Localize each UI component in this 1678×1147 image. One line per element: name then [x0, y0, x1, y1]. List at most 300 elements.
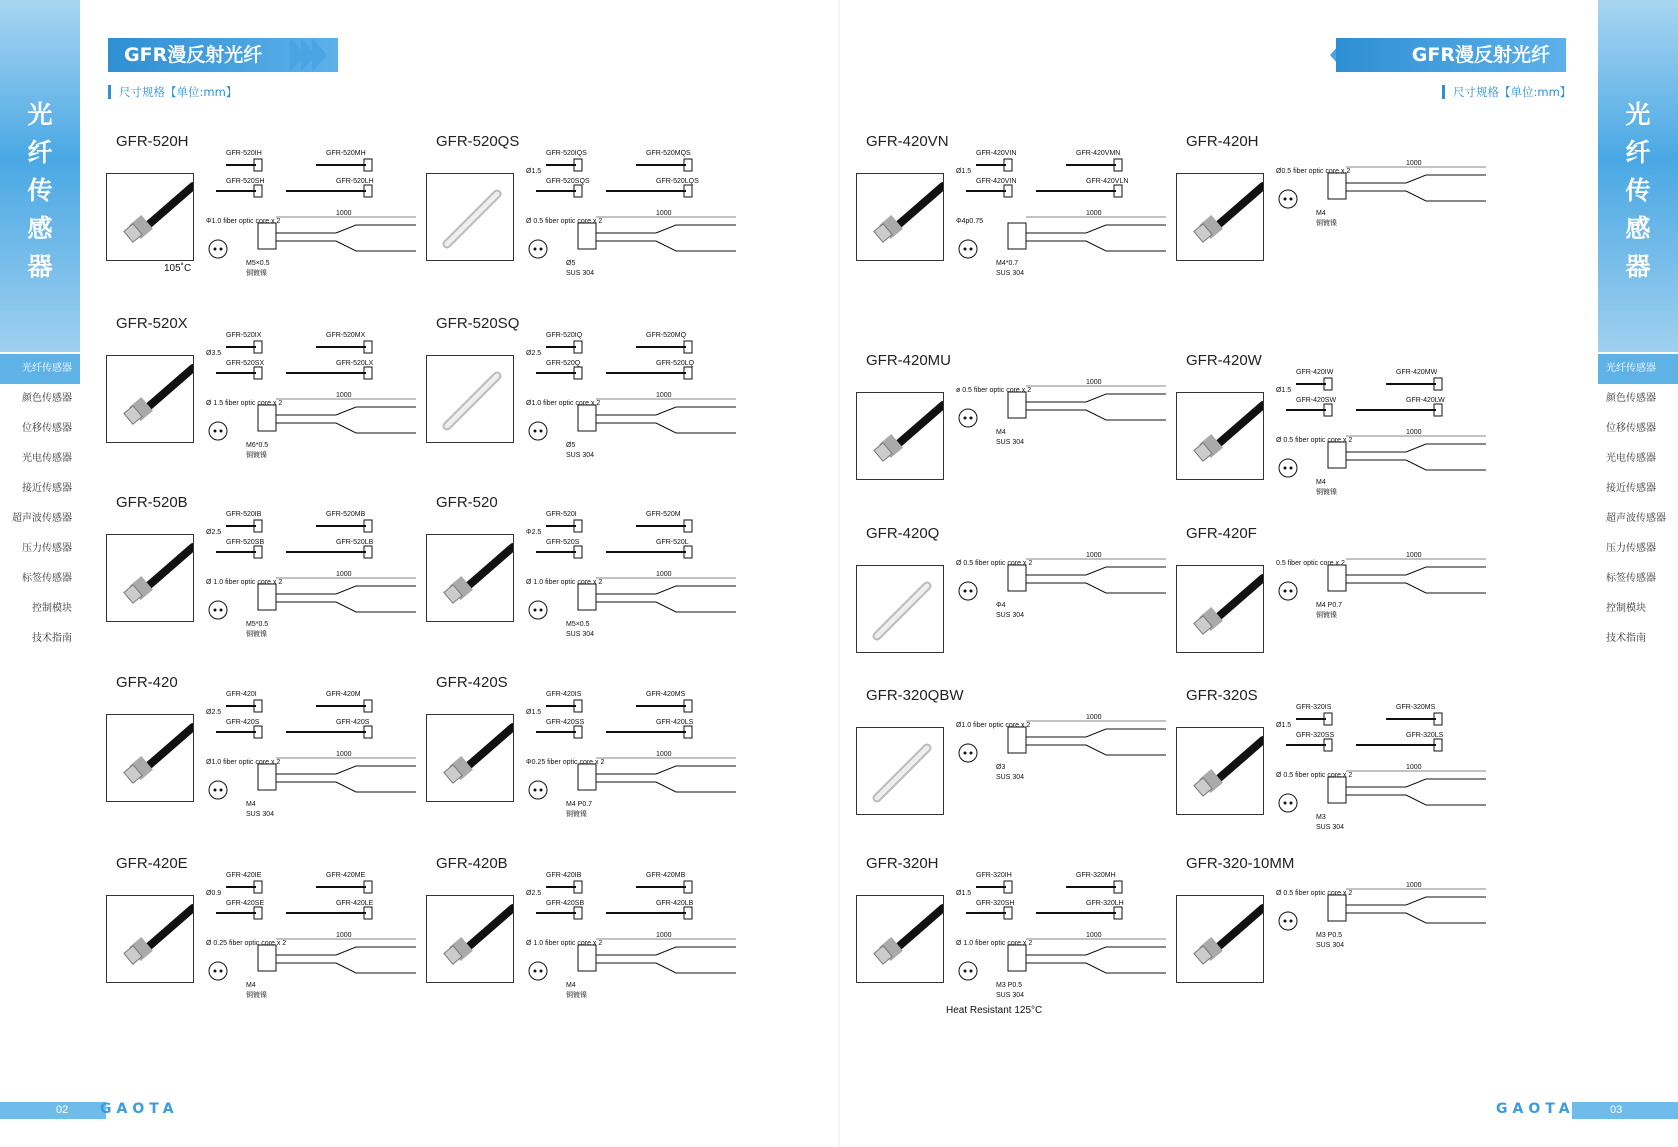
model-label: GFR-320MS	[1396, 704, 1436, 711]
length-label: 1000	[656, 571, 672, 578]
model-label: GFR-320IS	[1296, 704, 1332, 711]
temperature-label: 105˚C	[164, 263, 192, 274]
sensor-photo-icon	[427, 715, 514, 802]
product-photo	[1176, 173, 1264, 261]
product-name: GFR-520	[436, 494, 498, 511]
fiber-label: Ø 1.0 fiber optic core x 2	[206, 579, 283, 586]
sensor-photo-icon	[107, 535, 194, 622]
product-photo	[1176, 565, 1264, 653]
fiber-core-icon	[529, 240, 547, 258]
fiber-label: Ø 0.25 fiber optic core x 2	[206, 940, 287, 947]
model-label: GFR-520IH	[226, 150, 262, 157]
sidebar-title	[1598, 96, 1678, 286]
material-label: 铜镀镍	[246, 270, 267, 277]
length-label: 1000	[336, 210, 352, 217]
dimension-drawing	[526, 506, 746, 676]
sensor-photo-icon	[857, 566, 944, 653]
model-label: GFR-420MB	[646, 872, 686, 879]
sensor-head-outline	[1008, 223, 1026, 249]
fiber-core-icon	[1279, 582, 1297, 600]
model-label: GFR-520IX	[226, 332, 262, 339]
fiber-label: Ø1.0 fiber optic core x 2	[956, 722, 1031, 729]
dimension-drawing	[956, 145, 1176, 315]
model-label: GFR-420VLN	[1086, 178, 1129, 185]
product-card	[856, 133, 1176, 323]
diameter-label: Ø1.5	[956, 890, 972, 897]
sidebar-title-char: 传	[1625, 176, 1651, 205]
model-label: GFR-520SB	[226, 539, 265, 546]
sidebar-item[interactable]: 技术指南	[1606, 633, 1646, 644]
model-label: GFR-520MB	[326, 511, 366, 518]
fiber-label: Ø 0.5 fiber optic core x 2	[1276, 437, 1353, 444]
thread-label: M4	[566, 982, 576, 989]
fiber-label: Ø1.0 fiber optic core x 2	[526, 400, 601, 407]
sidebar-item[interactable]: 压力传感器	[22, 543, 72, 554]
fiber-label: Ø 0.5 fiber optic core x 2	[956, 560, 1033, 567]
model-label: GFR-420LE	[336, 900, 374, 907]
thread-label: M6*0.5	[246, 442, 269, 449]
product-card	[856, 352, 1176, 542]
sidebar-title-char: 传	[27, 176, 53, 205]
model-label: GFR-520I	[546, 511, 577, 518]
length-label: 1000	[1406, 552, 1422, 559]
diameter-label: Ø1.5	[956, 168, 972, 175]
fiber-core-icon	[959, 240, 977, 258]
product-card	[1176, 687, 1496, 877]
page-divider	[838, 0, 840, 1147]
material-label: 铜镀镍	[246, 992, 267, 999]
model-label: GFR-520S	[546, 539, 580, 546]
product-photo	[106, 355, 194, 443]
fiber-label: Ø 1.0 fiber optic core x 2	[526, 579, 603, 586]
product-name: GFR-420E	[116, 855, 188, 872]
product-card	[426, 674, 746, 864]
thread-label: M4*0.7	[996, 260, 1019, 267]
sidebar-nav	[1598, 354, 1678, 654]
fiber-label: ø 0.5 fiber optic core x 2	[956, 387, 1032, 394]
sidebar-item[interactable]: 技术指南	[32, 633, 72, 644]
material-label: 铜镀镍	[1316, 220, 1337, 227]
material-label: SUS 304	[996, 992, 1025, 999]
model-label: GFR-520M	[646, 511, 681, 518]
fiber-core-icon	[209, 422, 227, 440]
dimension-drawing	[526, 327, 746, 497]
thread-label: Ø5	[566, 442, 576, 449]
dimension-drawing	[1276, 364, 1496, 534]
dimension-drawing	[206, 145, 426, 315]
fiber-label: Ø1.0 fiber optic core x 2	[206, 759, 281, 766]
sidebar-item[interactable]: 光电传感器	[22, 453, 72, 464]
model-label: GFR-520Q	[546, 360, 581, 367]
length-label: 1000	[336, 751, 352, 758]
temperature-label: Heat Resistant 125°C	[946, 1005, 1043, 1016]
fiber-core-icon	[959, 582, 977, 600]
sensor-photo-icon	[107, 715, 194, 802]
sensor-photo-icon	[427, 356, 514, 443]
sensor-photo-icon	[857, 393, 944, 480]
length-label: 1000	[656, 392, 672, 399]
sidebar-item[interactable]: 超声波传感器	[12, 513, 72, 524]
diameter-label: Ø0.9	[206, 890, 222, 897]
model-label: GFR-520MX	[326, 332, 366, 339]
sidebar-title-char: 感	[27, 214, 53, 243]
spec-label-right	[1442, 85, 1571, 99]
sidebar-item[interactable]: 控制模块	[1606, 603, 1646, 614]
sensor-photo-icon	[1177, 728, 1264, 815]
fiber-label: Ø 1.0 fiber optic core x 2	[526, 940, 603, 947]
drawing-svg	[956, 145, 1176, 315]
material-label: SUS 304	[566, 452, 595, 459]
diameter-label: Ø1.5	[526, 709, 542, 716]
material-label: 铜镀镍	[246, 452, 267, 459]
model-label: GFR-520LX	[336, 360, 374, 367]
drawing-svg	[526, 867, 746, 1037]
product-name: GFR-520B	[116, 494, 188, 511]
model-label: GFR-420LS	[656, 719, 694, 726]
material-label: SUS 304	[1316, 824, 1345, 831]
product-name: GFR-320QBW	[866, 687, 964, 704]
product-card	[426, 855, 746, 1045]
diameter-label: Ø1.5	[1276, 387, 1292, 394]
sensor-head-outline	[1008, 727, 1026, 753]
sensor-head-outline	[578, 764, 596, 790]
product-photo	[426, 173, 514, 261]
fiber-label: Ø 0.5 fiber optic core x 2	[1276, 890, 1353, 897]
fiber-label: Ø 0.5 fiber optic core x 2	[526, 218, 603, 225]
drawing-svg	[956, 537, 1176, 707]
product-photo	[426, 895, 514, 983]
thread-label: M4	[1316, 210, 1326, 217]
drawing-svg	[956, 364, 1176, 534]
sidebar-item[interactable]: 位移传感器	[1606, 423, 1656, 434]
model-label: GFR-320IH	[976, 872, 1012, 879]
sensor-head-outline	[258, 945, 276, 971]
product-name: GFR-420Q	[866, 525, 940, 542]
thread-label: Ø5	[566, 260, 576, 267]
spec-label-left	[108, 85, 237, 99]
dimension-drawing	[956, 537, 1176, 707]
footer-bar-right	[1572, 1102, 1678, 1119]
sensor-head-outline	[1008, 392, 1026, 418]
model-label: GFR-420IE	[226, 872, 262, 879]
drawing-svg	[1276, 699, 1496, 869]
sensor-photo-icon	[857, 896, 944, 983]
thread-label: M4	[246, 982, 256, 989]
fiber-core-icon	[529, 781, 547, 799]
product-photo	[856, 173, 944, 261]
fiber-core-icon	[1279, 190, 1297, 208]
sidebar-item[interactable]: 光纤传感器	[1598, 354, 1678, 384]
model-label: GFR-420IS	[546, 691, 582, 698]
product-photo	[856, 727, 944, 815]
length-label: 1000	[336, 392, 352, 399]
diameter-label: Ø2.5	[526, 350, 542, 357]
drawing-svg	[526, 506, 746, 676]
dimension-drawing	[526, 145, 746, 315]
sidebar-item[interactable]: 控制模块	[32, 603, 72, 614]
model-label: GFR-520LH	[336, 178, 374, 185]
sidebar-item[interactable]: 标签传感器	[1606, 573, 1656, 584]
model-label: GFR-520MQS	[646, 150, 691, 157]
footer-bar-left	[0, 1102, 106, 1119]
drawing-svg	[526, 686, 746, 856]
model-label: GFR-420SE	[226, 900, 265, 907]
sensor-head-outline	[1328, 565, 1346, 591]
product-photo	[1176, 895, 1264, 983]
material-label: SUS 304	[996, 270, 1025, 277]
sidebar-item[interactable]: 颜色传感器	[22, 393, 72, 404]
product-name: GFR-520QS	[436, 133, 520, 150]
product-photo	[426, 355, 514, 443]
dimension-drawing	[956, 364, 1176, 534]
model-label: GFR-520SX	[226, 360, 265, 367]
product-photo	[106, 173, 194, 261]
product-card	[856, 687, 1176, 877]
length-label: 1000	[1086, 210, 1102, 217]
spec-text: 尺寸规格【单位:mm】	[119, 85, 238, 99]
sidebar-title-char: 光	[27, 100, 53, 129]
material-label: SUS 304	[996, 774, 1025, 781]
product-photo	[426, 534, 514, 622]
product-card	[1176, 855, 1496, 1045]
length-label: 1000	[1086, 714, 1102, 721]
page-title-left: GFR漫反射光纤	[108, 38, 338, 72]
model-label: GFR-320SH	[976, 900, 1015, 907]
product-name: GFR-420H	[1186, 133, 1259, 150]
sensor-photo-icon	[1177, 566, 1264, 653]
left-sidebar	[0, 0, 80, 1147]
fiber-core-icon	[1279, 912, 1297, 930]
model-label: GFR-520SQS	[546, 178, 590, 185]
product-name: GFR-520H	[116, 133, 189, 150]
sensor-photo-icon	[1177, 393, 1264, 480]
thread-label: M4	[996, 429, 1006, 436]
dimension-drawing	[1276, 699, 1496, 869]
sidebar-item[interactable]: 光电传感器	[1606, 453, 1656, 464]
drawing-svg	[206, 506, 426, 676]
model-label: GFR-520IB	[226, 511, 262, 518]
product-name: GFR-520X	[116, 315, 188, 332]
length-label: 1000	[656, 210, 672, 217]
product-name: GFR-520SQ	[436, 315, 520, 332]
model-label: GFR-420S	[226, 719, 260, 726]
drawing-svg	[1276, 867, 1496, 1037]
diameter-label: Ø2.5	[206, 529, 222, 536]
drawing-svg	[526, 327, 746, 497]
product-card	[426, 133, 746, 323]
drawing-svg	[206, 686, 426, 856]
thread-label: M4 P0.7	[1316, 602, 1343, 609]
fiber-core-icon	[529, 422, 547, 440]
sensor-photo-icon	[427, 896, 514, 983]
model-label: GFR-420MS	[646, 691, 686, 698]
sidebar-item[interactable]: 压力传感器	[1606, 543, 1656, 554]
right-sidebar	[1598, 0, 1678, 1147]
drawing-svg	[956, 699, 1176, 869]
fiber-label: Φ4p0.75	[956, 218, 983, 225]
product-card	[106, 133, 426, 323]
dimension-drawing	[206, 327, 426, 497]
diameter-label: Φ2.5	[526, 529, 542, 536]
thread-label: M5*0.5	[246, 621, 269, 628]
drawing-svg	[1276, 364, 1496, 534]
material-label: 铜镀镍	[246, 631, 267, 638]
length-label: 1000	[1406, 429, 1422, 436]
drawing-svg	[206, 867, 426, 1037]
material-label: SUS 304	[996, 612, 1025, 619]
model-label: GFR-420LW	[1406, 397, 1445, 404]
product-photo	[106, 534, 194, 622]
fiber-core-icon	[209, 240, 227, 258]
model-label: GFR-520SH	[226, 178, 265, 185]
material-label: SUS 304	[566, 631, 595, 638]
product-name: GFR-320H	[866, 855, 939, 872]
product-name: GFR-420B	[436, 855, 508, 872]
material-label: 铜镀镍	[1316, 612, 1337, 619]
sensor-photo-icon	[107, 174, 194, 261]
dimension-drawing	[956, 699, 1176, 869]
sensor-head-outline	[258, 223, 276, 249]
product-photo	[856, 392, 944, 480]
sensor-head-outline	[258, 764, 276, 790]
length-label: 1000	[1086, 932, 1102, 939]
product-photo	[856, 565, 944, 653]
sensor-head-outline	[578, 584, 596, 610]
sidebar-nav	[0, 354, 80, 654]
sidebar-item[interactable]: 颜色传感器	[1606, 393, 1656, 404]
product-photo	[106, 714, 194, 802]
sensor-head-outline	[258, 405, 276, 431]
sidebar-title	[0, 96, 80, 286]
fiber-label: 0.5 fiber optic core x 2	[1276, 560, 1345, 567]
fiber-core-icon	[529, 962, 547, 980]
model-label: GFR-420IB	[546, 872, 582, 879]
sensor-photo-icon	[107, 896, 194, 983]
drawing-svg	[1276, 145, 1496, 315]
diameter-label: Ø2.5	[526, 890, 542, 897]
sensor-photo-icon	[857, 728, 944, 815]
sensor-photo-icon	[427, 174, 514, 261]
model-label: GFR-320SS	[1296, 732, 1335, 739]
model-label: GFR-520LQ	[656, 360, 695, 367]
length-label: 1000	[1406, 160, 1422, 167]
length-label: 1000	[1086, 379, 1102, 386]
page-number-left: 02	[56, 1104, 69, 1116]
material-label: 铜镀镍	[1316, 489, 1337, 496]
dimension-drawing	[1276, 867, 1496, 1037]
product-photo	[106, 895, 194, 983]
sidebar-item[interactable]: 位移传感器	[22, 423, 72, 434]
sensor-head-outline	[1008, 565, 1026, 591]
thread-label: Φ4	[996, 602, 1006, 609]
sidebar-title-char: 光	[1625, 100, 1651, 129]
thread-label: M5×0.5	[566, 621, 590, 628]
model-label: GFR-520MQ	[646, 332, 687, 339]
brand-logo-left: GAOTA	[100, 1101, 179, 1117]
spec-text: 尺寸规格【单位:mm】	[1453, 85, 1572, 99]
thread-label: M4 P0.7	[566, 801, 593, 808]
thread-label: M3 P0.5	[1316, 932, 1343, 939]
dimension-drawing	[1276, 537, 1496, 707]
model-label: GFR-520LQS	[656, 178, 699, 185]
model-label: GFR-420SW	[1296, 397, 1337, 404]
sensor-photo-icon	[857, 174, 944, 261]
product-card	[106, 855, 426, 1045]
dimension-drawing	[526, 867, 746, 1037]
model-label: GFR-420S	[336, 719, 370, 726]
model-label: GFR-320MH	[1076, 872, 1116, 879]
material-label: 铜镀镍	[566, 992, 587, 999]
sensor-photo-icon	[107, 356, 194, 443]
fiber-core-icon	[959, 409, 977, 427]
product-card	[1176, 133, 1496, 323]
sensor-photo-icon	[1177, 896, 1264, 983]
model-label: GFR-420I	[226, 691, 257, 698]
fiber-label: Ø 1.0 fiber optic core x 2	[956, 940, 1033, 947]
product-name: GFR-420S	[436, 674, 508, 691]
product-photo	[1176, 392, 1264, 480]
fiber-core-icon	[959, 962, 977, 980]
sidebar-title-char: 纤	[27, 138, 53, 167]
product-card	[1176, 352, 1496, 542]
brand-logo-right: GAOTA	[1496, 1101, 1575, 1117]
product-name: GFR-420F	[1186, 525, 1257, 542]
product-card	[106, 315, 426, 505]
diameter-label: Ø1.5	[1276, 722, 1292, 729]
fiber-core-icon	[209, 601, 227, 619]
material-label: SUS 304	[1316, 942, 1345, 949]
model-label: GFR-520LB	[336, 539, 374, 546]
product-card	[856, 855, 1176, 1045]
sensor-head-outline	[578, 945, 596, 971]
thread-label: M4	[1316, 479, 1326, 486]
dimension-drawing	[206, 506, 426, 676]
diameter-label: Ø1.5	[526, 168, 542, 175]
sensor-head-outline	[1328, 442, 1346, 468]
sidebar-item[interactable]: 光纤传感器	[0, 354, 80, 384]
sensor-head-outline	[1328, 777, 1346, 803]
product-name: GFR-420VN	[866, 133, 949, 150]
thread-label: Ø3	[996, 764, 1006, 771]
sidebar-item[interactable]: 超声波传感器	[1606, 513, 1666, 524]
length-label: 1000	[1086, 552, 1102, 559]
length-label: 1000	[656, 751, 672, 758]
fiber-label: Φ1.0 fiber optic core x 2	[206, 218, 281, 225]
model-label: GFR-520IQS	[546, 150, 587, 157]
model-label: GFR-520L	[656, 539, 689, 546]
product-name: GFR-320S	[1186, 687, 1258, 704]
sidebar-item[interactable]: 接近传感器	[1606, 483, 1656, 494]
sidebar-title-char: 感	[1625, 214, 1651, 243]
model-label: GFR-420IW	[1296, 369, 1334, 376]
fiber-core-icon	[209, 781, 227, 799]
sidebar-item[interactable]: 标签传感器	[22, 573, 72, 584]
thread-label: M3	[1316, 814, 1326, 821]
fiber-core-icon	[1279, 459, 1297, 477]
length-label: 1000	[656, 932, 672, 939]
sidebar-item[interactable]: 接近传感器	[22, 483, 72, 494]
product-name: GFR-420MU	[866, 352, 952, 369]
material-label: SUS 304	[246, 811, 275, 818]
length-label: 1000	[1406, 764, 1422, 771]
model-label: GFR-420MW	[1396, 369, 1438, 376]
model-label: GFR-320LH	[1086, 900, 1124, 907]
model-label: GFR-520MH	[326, 150, 366, 157]
product-name: GFR-320-10MM	[1186, 855, 1295, 872]
thread-label: M5×0.5	[246, 260, 270, 267]
material-label: 铜镀镍	[566, 811, 587, 818]
model-label: GFR-420VMN	[1076, 150, 1121, 157]
